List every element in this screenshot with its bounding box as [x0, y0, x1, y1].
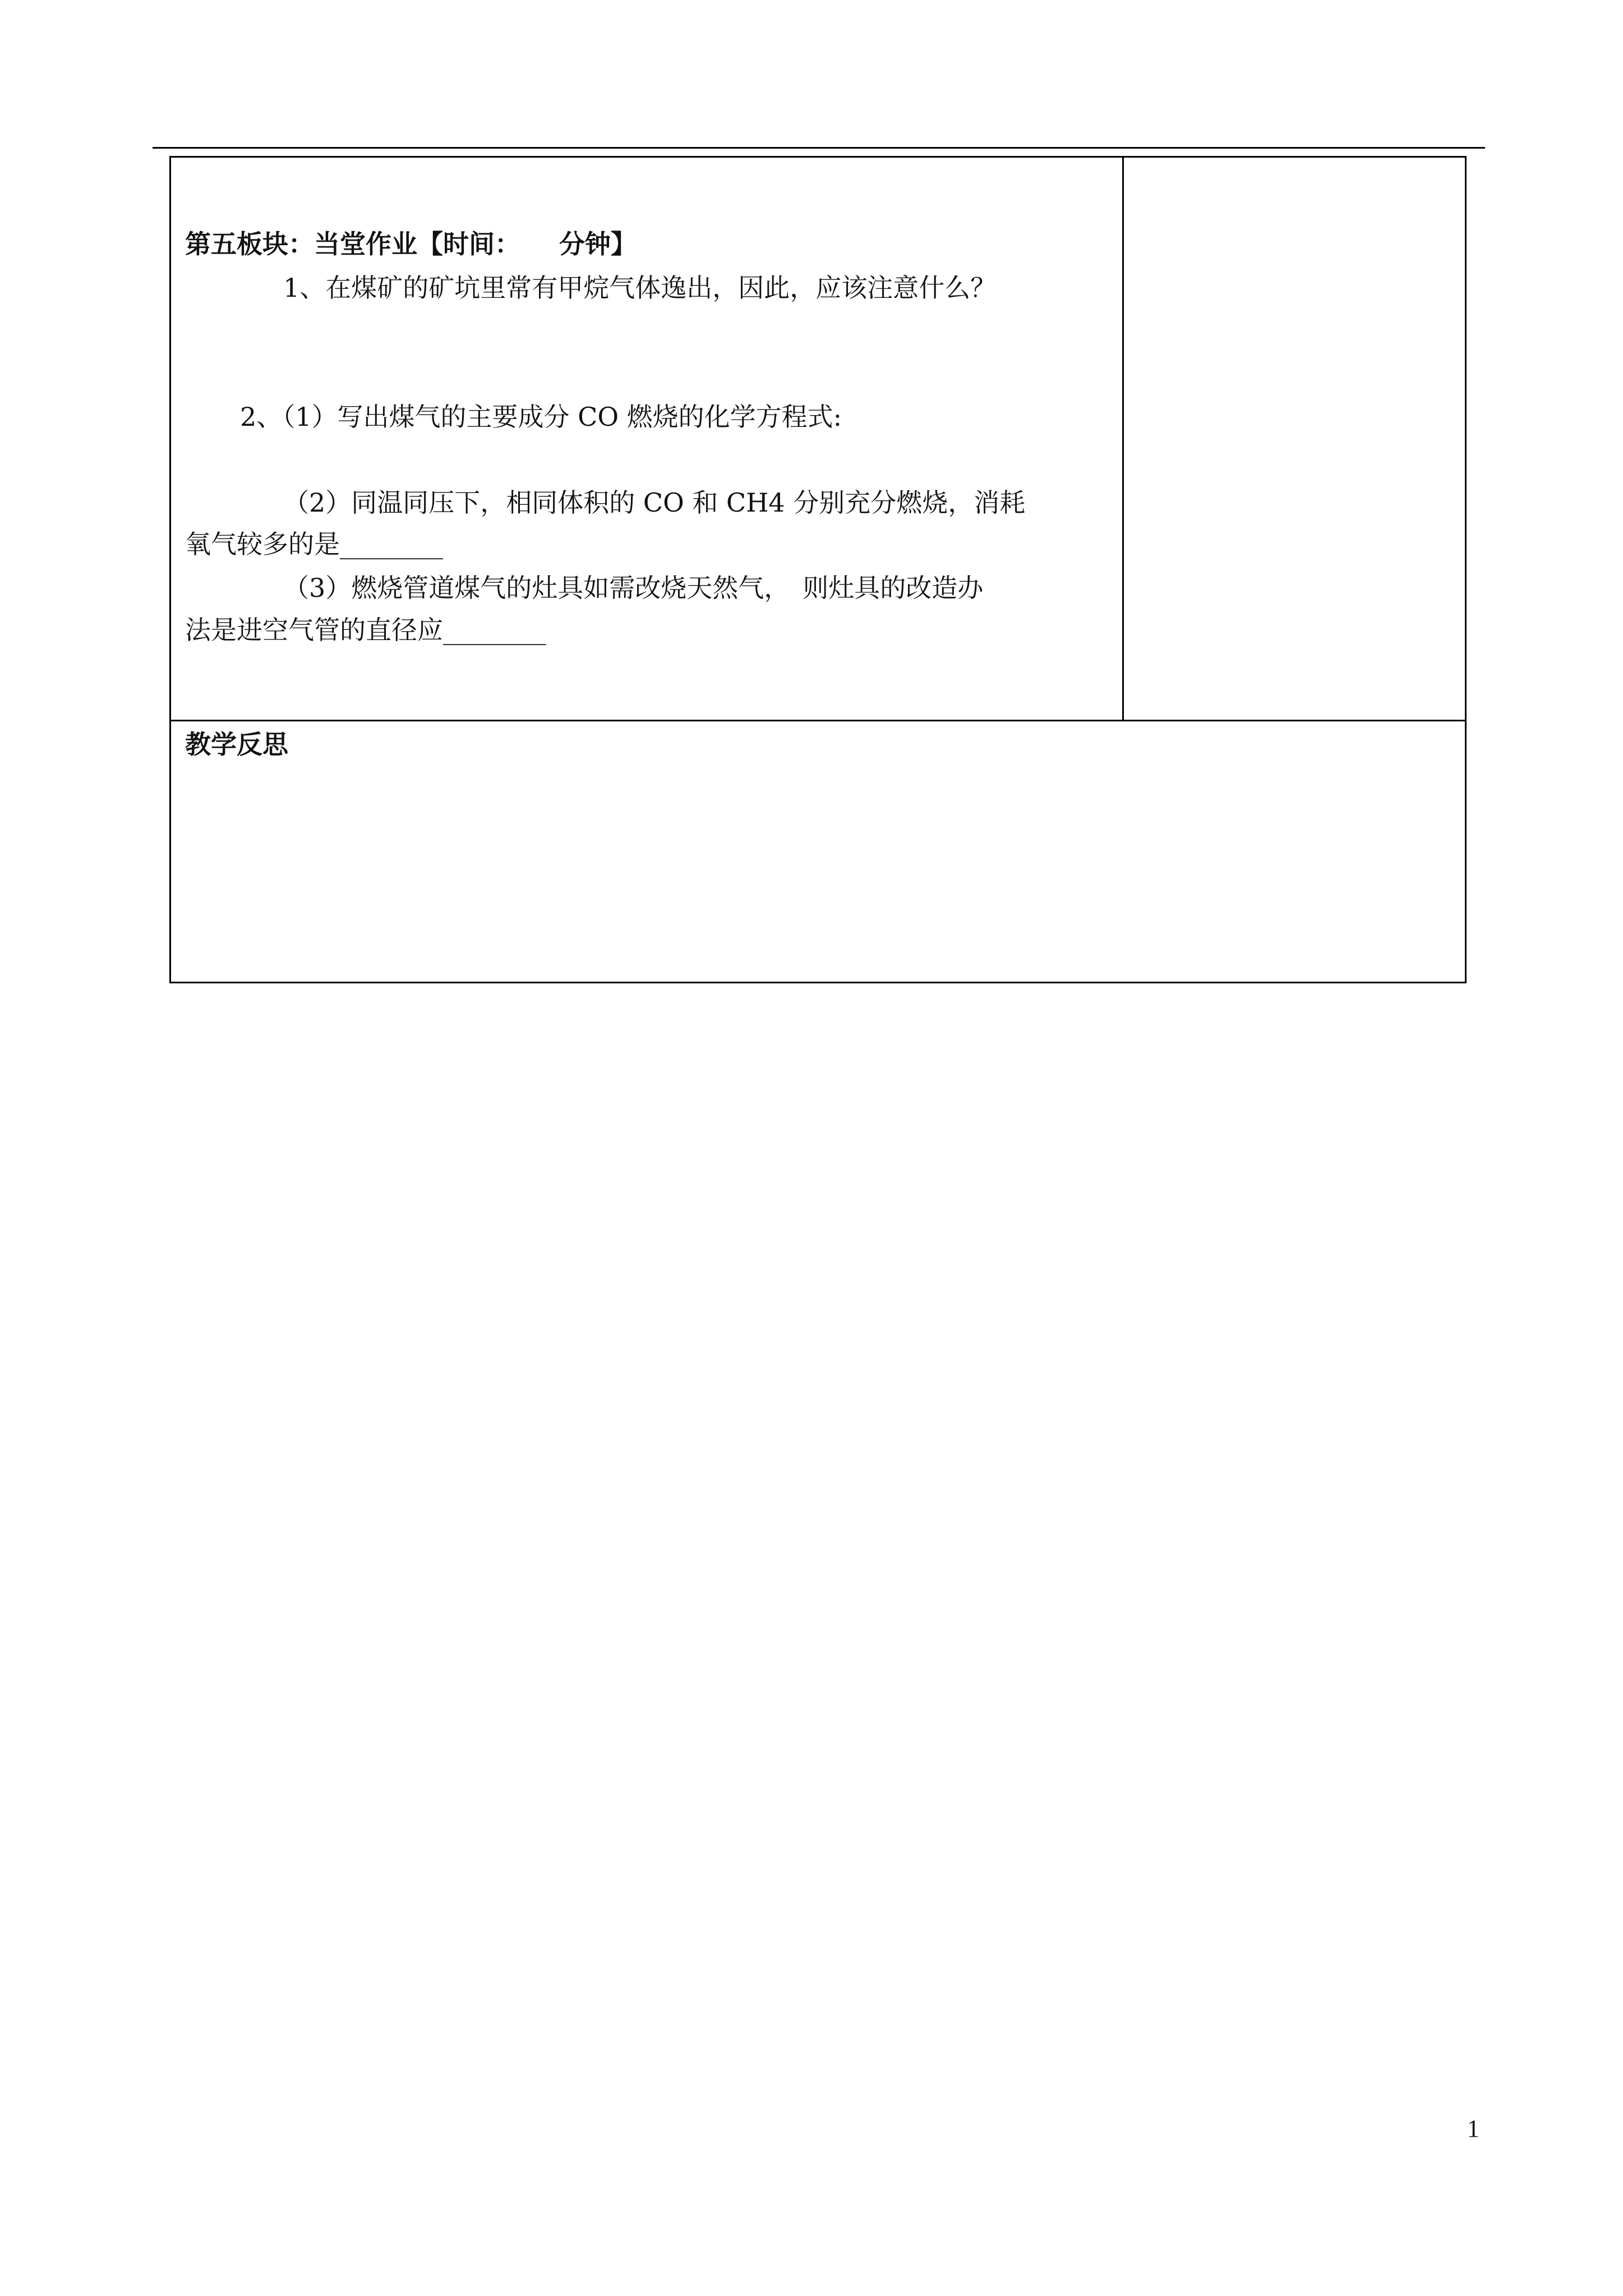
- section-title: 第五板块：当堂作业【时间： 分钟】: [185, 229, 637, 259]
- page-number: 1: [1467, 2115, 1479, 2142]
- question-2-part-3-line-1: （3）燃烧管道煤气的灶具如需改烧天然气， 则灶具的改造办: [283, 573, 984, 603]
- question-1: 1、在煤矿的矿坑里常有甲烷气体逸出，因此，应该注意什么？: [283, 273, 997, 303]
- reflection-title: 教学反思: [185, 729, 288, 760]
- question-2-part-2-line-1: （2）同温同压下，相同体积的 CO 和 CH4 分别充分燃烧，消耗: [283, 487, 1026, 518]
- question-2-part-2-line-2: 氧气较多的是________: [185, 529, 443, 559]
- side-notes-cell: [1122, 156, 1467, 721]
- header-rule: [153, 147, 1485, 149]
- question-2-part-1: 2、（1）写出煤气的主要成分 CO 燃烧的化学方程式:: [240, 402, 842, 432]
- reflection-cell: [169, 720, 1467, 983]
- question-2-part-3-line-2: 法是进空气管的直径应________: [185, 615, 546, 645]
